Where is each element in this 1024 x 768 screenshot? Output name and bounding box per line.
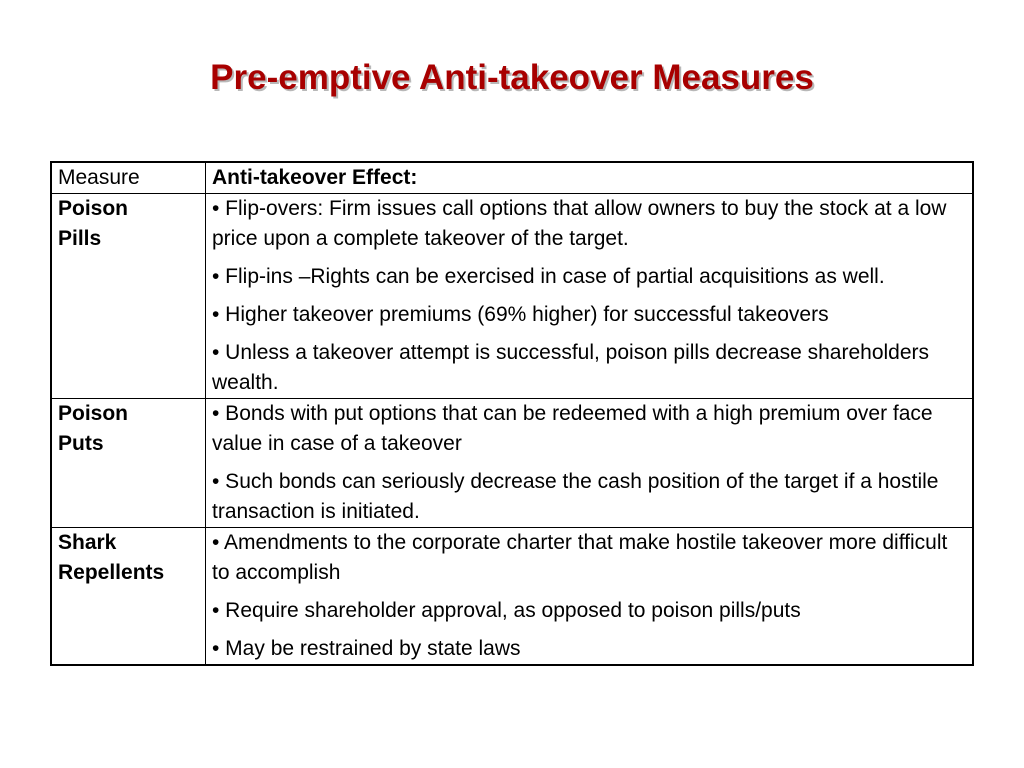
measures-table [50, 161, 974, 666]
measure-name-line: Shark [58, 531, 117, 554]
measure-name-cell [51, 194, 206, 399]
effect-bullet: • Flip-overs: Firm issues call options that allow owners to buy the stock at a low price upon a complete takeover of the target. [212, 197, 947, 250]
measure-name-line: Poison [58, 402, 129, 425]
effect-cell [206, 399, 974, 528]
effect-bullet: • Bonds with put options that can be redeemed with a high premium over face value in case of a takeover [212, 402, 933, 455]
effect-bullet: • Amendments to the corporate charter that make hostile takeover more difficult to accomplish [212, 531, 948, 584]
measure-name-cell [51, 399, 206, 528]
header-measure: Measure [51, 162, 206, 194]
measure-name-line: Poison [58, 197, 129, 220]
table-row [51, 528, 973, 666]
measure-name-line: Pills [58, 227, 102, 250]
measure-name-line: Repellents [58, 561, 165, 584]
table-header-row [51, 162, 973, 194]
table-row [51, 399, 973, 528]
effect-bullet: • Require shareholder approval, as opposed to poison pills/puts [212, 599, 801, 622]
measure-name-line: Puts [58, 432, 104, 455]
table-row [51, 194, 973, 399]
effect-bullet: • May be restrained by state laws [212, 637, 521, 660]
effect-bullet: • Higher takeover premiums (69% higher) for successful takeovers [212, 303, 829, 326]
header-effect: Anti-takeover Effect: [206, 162, 974, 194]
measure-name-cell [51, 528, 206, 666]
effect-bullet: • Unless a takeover attempt is successful, poison pills decrease shareholders wealth. [212, 341, 930, 394]
effect-cell [206, 528, 974, 666]
effect-bullet: • Flip-ins –Rights can be exercised in case of partial acquisitions as well. [212, 265, 885, 288]
effect-cell [206, 194, 974, 399]
slide-title: Pre-emptive Anti-takeover Measures [210, 58, 814, 97]
effect-bullet: • Such bonds can seriously decrease the cash position of the target if a hostile transaction is initiated. [212, 470, 939, 523]
